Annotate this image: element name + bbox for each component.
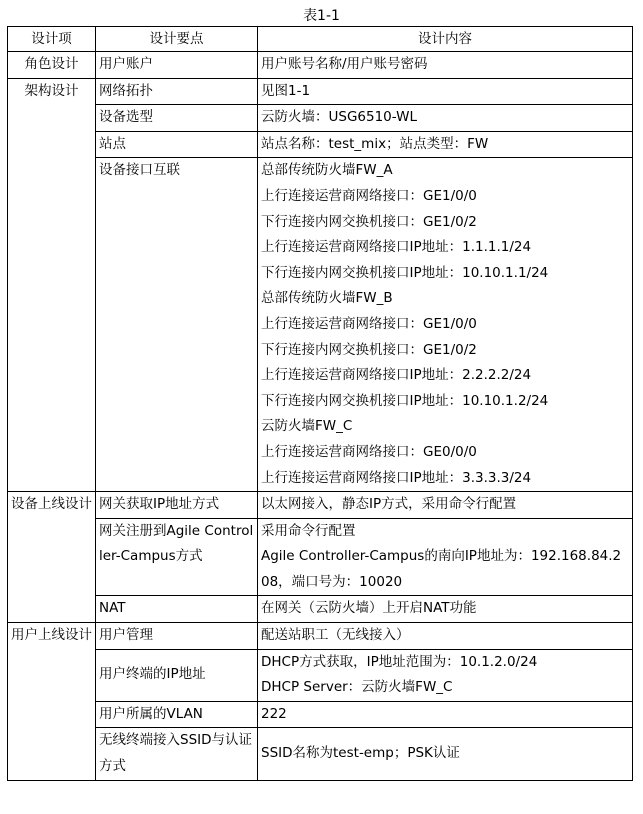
item-device-online: 设备上线设计	[8, 492, 96, 623]
point-cell: 网络拓扑	[96, 78, 258, 105]
content-line: 上行连接运营商网络接口IP地址：2.2.2.2/24	[261, 367, 532, 384]
content-line: 上行连接运营商网络接口：GE1/0/0	[261, 187, 477, 204]
table-row	[8, 52, 633, 79]
point-cell: 设备选型	[96, 105, 258, 132]
item-arch: 架构设计	[8, 78, 96, 492]
content-line: 下行连接内网交换机接口：GE1/0/2	[261, 341, 477, 358]
header-design-item: 设计项	[8, 27, 96, 52]
point-cell: 用户所属的VLAN	[96, 701, 258, 728]
table-row	[8, 492, 633, 519]
content-cell	[258, 78, 633, 105]
content-line: 采用命令行配置	[261, 522, 356, 539]
content-line: 云防火墙：USG6510-WL	[261, 109, 417, 126]
table-caption: 表1-1	[303, 8, 340, 24]
design-table	[7, 26, 633, 781]
table-row	[8, 728, 633, 780]
content-line: 下行连接内网交换机接口：GE1/0/2	[261, 213, 477, 230]
content-line: DHCP方式获取，IP地址范围为：10.1.2.0/24	[261, 653, 538, 670]
content-line: 以太网接入，静态IP方式，采用命令行配置	[261, 496, 517, 513]
content-cell	[258, 701, 633, 728]
point-cell: NAT	[96, 596, 258, 623]
content-cell	[258, 518, 633, 596]
content-cell	[258, 105, 633, 132]
table-row	[8, 596, 633, 623]
point-cell: 设备接口互联	[96, 158, 258, 492]
table-row	[8, 131, 633, 158]
table-row	[8, 649, 633, 701]
content-cell	[258, 131, 633, 158]
content-line: 总部传统防火墙FW_B	[261, 290, 393, 307]
content-line: 在网关（云防火墙）上开启NAT功能	[261, 600, 477, 617]
content-cell	[258, 623, 633, 650]
content-line: 见图1-1	[261, 82, 311, 99]
point-cell: 用户终端的IP地址	[96, 649, 258, 701]
item-role: 角色设计	[8, 52, 96, 79]
content-line: 下行连接内网交换机接口IP地址：10.10.1.1/24	[261, 264, 549, 281]
content-cell	[258, 649, 633, 701]
content-cell	[258, 52, 633, 79]
point-cell: 网关获取IP地址方式	[96, 492, 258, 519]
table-row	[8, 105, 633, 132]
table-row	[8, 623, 633, 650]
table-row	[8, 78, 633, 105]
content-line: 上行连接运营商网络接口IP地址：3.3.3.3/24	[261, 469, 532, 486]
content-line: 222	[261, 705, 287, 722]
content-line: 上行连接运营商网络接口IP地址：1.1.1.1/24	[261, 239, 532, 256]
content-line: 配送站职工（无线接入）	[261, 627, 410, 644]
table-row	[8, 701, 633, 728]
content-line: 用户账号名称/用户账号密码	[261, 56, 428, 72]
content-line: 上行连接运营商网络接口：GE0/0/0	[261, 443, 477, 460]
content-line: SSID名称为test-emp；PSK认证	[261, 745, 460, 762]
header-design-content: 设计内容	[258, 27, 633, 52]
table-row	[8, 158, 633, 492]
point-cell: 无线终端接入SSID与认证方式	[96, 728, 258, 780]
content-line: 云防火墙FW_C	[261, 418, 353, 435]
header-design-point: 设计要点	[96, 27, 258, 52]
point-cell: 用户管理	[96, 623, 258, 650]
point-cell: 网关注册到Agile Controller-Campus方式	[96, 518, 258, 596]
item-user-online: 用户上线设计	[8, 623, 96, 781]
content-cell	[258, 158, 633, 492]
content-cell	[258, 492, 633, 519]
header-row	[8, 27, 633, 52]
content-line: Agile Controller-Campus的南向IP地址为：192.168.84.208，端口号为：10020	[261, 548, 622, 590]
content-line: 上行连接运营商网络接口：GE1/0/0	[261, 315, 477, 332]
content-cell	[258, 596, 633, 623]
content-cell	[258, 728, 633, 780]
content-line: 下行连接内网交换机接口IP地址：10.10.1.2/24	[261, 392, 549, 409]
content-line: DHCP Server：云防火墙FW_C	[261, 679, 453, 696]
table-row	[8, 518, 633, 596]
point-cell: 站点	[96, 131, 258, 158]
content-line: 总部传统防火墙FW_A	[261, 162, 393, 179]
content-line: 站点名称：test_mix；站点类型：FW	[261, 135, 489, 152]
point-cell: 用户账户	[96, 52, 258, 79]
